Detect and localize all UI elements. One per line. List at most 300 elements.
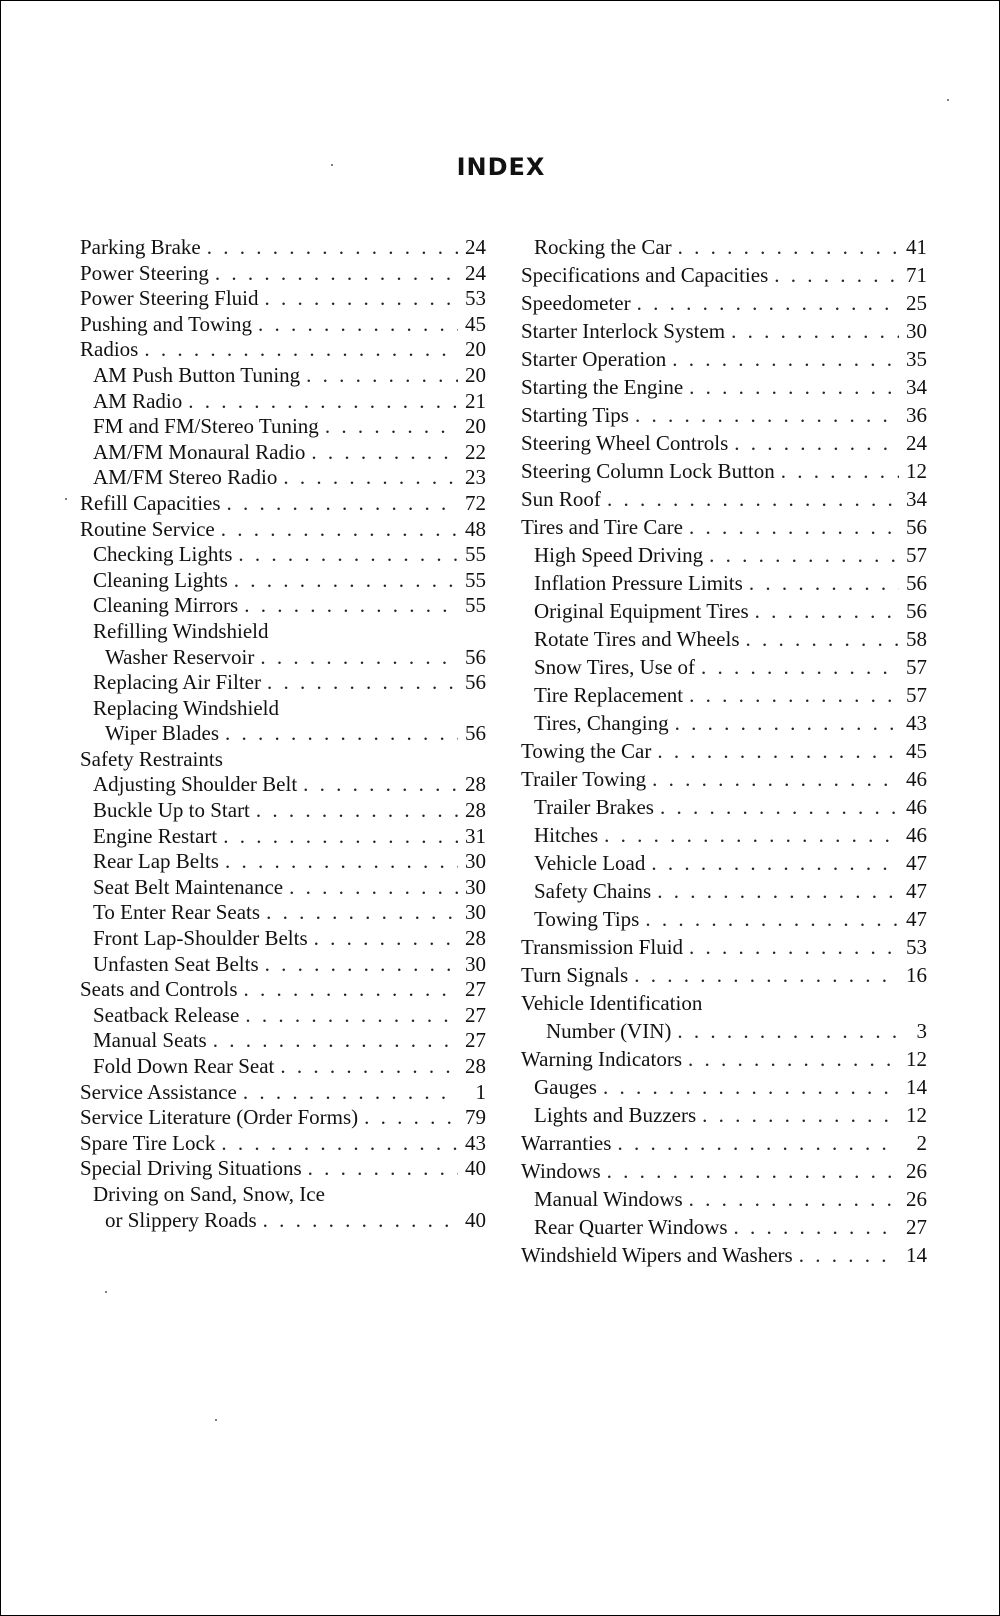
- index-entry-label: Starter Operation: [521, 347, 667, 371]
- index-entry-label: FM and FM/Stereo Tuning: [93, 414, 319, 439]
- index-entry-page: 20: [465, 414, 486, 439]
- index-entry: [80, 337, 486, 363]
- dot-leader: [188, 389, 458, 414]
- index-entry-label: Tires and Tire Care: [521, 515, 683, 539]
- index-entry: [80, 363, 486, 389]
- dot-leader: [734, 1215, 899, 1240]
- index-entry: [521, 1075, 927, 1103]
- index-entry-label: Sun Roof: [521, 487, 601, 511]
- scan-speck: [65, 498, 67, 500]
- index-entry-label: Rocking the Car: [534, 235, 672, 259]
- index-entry-page: 57: [906, 655, 927, 679]
- index-entry-page: 21: [465, 388, 486, 413]
- dot-leader: [645, 907, 899, 932]
- index-entry: [80, 1080, 486, 1106]
- index-entry-page: 20: [465, 362, 486, 387]
- dot-leader: [265, 286, 459, 311]
- index-entry: [521, 1103, 927, 1131]
- index-entry-label: Front Lap-Shoulder Belts: [93, 926, 308, 951]
- index-entry-page: 23: [465, 465, 486, 490]
- index-entry-label: Pushing and Towing: [80, 311, 252, 336]
- index-entry-page: 20: [465, 337, 486, 362]
- index-entry-page: 1: [475, 1079, 486, 1104]
- index-entry: [521, 459, 927, 487]
- index-entry-label: Lights and Buzzers: [534, 1103, 697, 1127]
- index-entry: [80, 593, 486, 619]
- dot-leader: [225, 849, 458, 874]
- index-entry-page: 58: [906, 627, 927, 651]
- dot-leader: [306, 363, 458, 388]
- dot-leader: [652, 767, 899, 792]
- index-entry-label: Rear Lap Belts: [93, 849, 219, 874]
- index-entry-label: Power Steering Fluid: [80, 286, 259, 311]
- index-entry: [521, 1159, 927, 1187]
- dot-leader: [308, 1156, 458, 1181]
- dot-leader: [311, 440, 458, 465]
- index-entry-label: Special Driving Situations: [80, 1156, 302, 1181]
- index-entry-label: Fold Down Rear Seat: [93, 1054, 275, 1078]
- index-entry: [521, 403, 927, 431]
- index-entry-label: or Slippery Roads: [105, 1207, 257, 1232]
- index-entry-page: 12: [906, 1103, 927, 1127]
- index-entry-page: 53: [906, 935, 927, 959]
- index-entry-page: 46: [906, 795, 927, 819]
- dot-leader: [607, 487, 899, 512]
- index-entry-label: Seats and Controls: [80, 977, 238, 1002]
- index-entry: [521, 543, 927, 571]
- dot-leader: [144, 337, 458, 362]
- index-entry-label: Cleaning Lights: [93, 567, 228, 592]
- dot-leader: [660, 795, 899, 820]
- index-entry: [80, 312, 486, 338]
- index-entry-label: Driving on Sand, Snow, Ice: [93, 1181, 325, 1206]
- index-entry-label: Original Equipment Tires: [534, 599, 749, 623]
- index-entry: [521, 1243, 927, 1271]
- index-entry-page: 56: [906, 599, 927, 623]
- index-entry-label: Replacing Windshield: [93, 695, 279, 720]
- index-entry-label: Manual Seats: [93, 1028, 207, 1053]
- index-entry-page: 30: [465, 874, 486, 899]
- index-entry: [521, 963, 927, 991]
- dot-leader: [749, 571, 899, 596]
- index-entry: [521, 347, 927, 375]
- index-entry-page: 43: [465, 1130, 486, 1155]
- scan-speck: [331, 164, 333, 166]
- index-entry-page: 2: [916, 1131, 927, 1155]
- index-entry: [521, 1131, 927, 1159]
- index-entry: [80, 1131, 486, 1157]
- index-entry-page: 30: [465, 849, 486, 874]
- index-entry-page: 47: [906, 851, 927, 875]
- index-entry-page: 22: [465, 439, 486, 464]
- index-entry: [80, 875, 486, 901]
- index-entry: [80, 926, 486, 952]
- index-entry: [521, 263, 927, 291]
- dot-leader: [243, 1080, 458, 1105]
- index-entry-page: 56: [465, 721, 486, 746]
- index-entry-label: Steering Column Lock Button: [521, 459, 775, 483]
- index-entry-page: 30: [465, 951, 486, 976]
- index-entry-label: Rotate Tires and Wheels: [534, 627, 740, 651]
- index-entry: [521, 655, 927, 683]
- scan-speck: [105, 1291, 107, 1293]
- dot-leader: [244, 977, 459, 1002]
- index-entry-page: 28: [465, 772, 486, 797]
- index-entry-label: Vehicle Identification: [521, 991, 703, 1015]
- index-entry-label: AM Radio: [93, 388, 183, 413]
- index-entry-page: 45: [465, 311, 486, 336]
- index-entry-page: 56: [465, 644, 486, 669]
- dot-leader: [774, 263, 899, 288]
- index-entry: [80, 286, 486, 312]
- dot-leader: [245, 1003, 458, 1028]
- dot-leader: [256, 798, 458, 823]
- index-entry-page: 34: [906, 487, 927, 511]
- dot-leader: [617, 1131, 899, 1156]
- index-entry-page: 57: [906, 543, 927, 567]
- index-entry-label: Gauges: [534, 1075, 597, 1099]
- index-entry-label: Snow Tires, Use of: [534, 655, 696, 679]
- index-entry-label: Safety Chains: [534, 879, 652, 903]
- index-entry-page: 30: [465, 900, 486, 925]
- index-entry-label: Speedometer: [521, 291, 631, 315]
- index-entry: [521, 375, 927, 403]
- index-entry: [80, 798, 486, 824]
- index-entry: [80, 568, 486, 594]
- index-entry-label: Service Literature (Order Forms): [80, 1105, 359, 1130]
- dot-leader: [657, 879, 899, 904]
- index-entry-label: Number (VIN): [546, 1019, 672, 1043]
- index-entry: [80, 235, 486, 261]
- index-entry: [521, 907, 927, 935]
- index-entry-label: Safety Restraints: [80, 746, 223, 771]
- index-entry-page: 46: [906, 767, 927, 791]
- index-entry-page: 48: [465, 516, 486, 541]
- dot-leader: [689, 935, 899, 960]
- index-entry: [80, 747, 486, 773]
- dot-leader: [657, 739, 899, 764]
- index-entry-page: 12: [906, 459, 927, 483]
- index-entry: [80, 440, 486, 466]
- index-entry: [521, 599, 927, 627]
- index-entry-label: Spare Tire Lock: [80, 1130, 216, 1155]
- index-entry-page: 26: [906, 1159, 927, 1183]
- index-entry-page: 56: [906, 515, 927, 539]
- index-entry: [80, 1003, 486, 1029]
- dot-leader: [746, 627, 899, 652]
- index-entry-page: 3: [916, 1019, 927, 1043]
- dot-leader: [678, 235, 899, 260]
- dot-leader: [238, 542, 458, 567]
- index-entry-label: Towing Tips: [534, 907, 640, 931]
- index-column-left: [80, 235, 486, 1233]
- index-entry: [80, 977, 486, 1003]
- index-entry-page: 24: [465, 235, 486, 259]
- dot-leader: [637, 291, 899, 316]
- index-entry-page: 35: [906, 347, 927, 371]
- index-entry-page: 14: [906, 1243, 927, 1267]
- index-entry-page: 14: [906, 1075, 927, 1099]
- index-entry-page: 28: [465, 1054, 486, 1078]
- index-entry: [521, 431, 927, 459]
- dot-leader: [266, 900, 458, 925]
- index-entry-page: 46: [906, 823, 927, 847]
- index-entry-page: 56: [906, 571, 927, 595]
- page-title: INDEX: [456, 153, 546, 181]
- dot-leader: [303, 772, 458, 797]
- dot-leader: [634, 963, 899, 988]
- index-entry: [521, 991, 927, 1019]
- index-entry: [521, 823, 927, 851]
- dot-leader: [604, 823, 899, 848]
- index-entry-page: 27: [906, 1215, 927, 1239]
- index-entry-page: 55: [465, 567, 486, 592]
- dot-leader: [731, 319, 899, 344]
- scan-speck: [215, 1419, 217, 1421]
- index-entry: [80, 645, 486, 671]
- index-entry: [80, 824, 486, 850]
- dot-leader: [675, 711, 899, 736]
- index-entry-label: Engine Restart: [93, 823, 218, 848]
- index-entry-label: Adjusting Shoulder Belt: [93, 772, 298, 797]
- index-entry-label: Inflation Pressure Limits: [534, 571, 743, 595]
- index-entry-page: 56: [465, 670, 486, 695]
- index-entry: [80, 900, 486, 926]
- index-entry-page: 45: [906, 739, 927, 763]
- index-entry-page: 55: [465, 593, 486, 618]
- index-entry-label: Wiper Blades: [105, 721, 220, 746]
- index-entry-label: Replacing Air Filter: [93, 670, 261, 695]
- index-entry-page: 34: [906, 375, 927, 399]
- index-entry: [521, 291, 927, 319]
- dot-leader: [607, 1159, 899, 1184]
- index-entry-page: 30: [906, 319, 927, 343]
- index-entry-label: AM/FM Monaural Radio: [93, 439, 306, 464]
- dot-leader: [221, 1131, 458, 1156]
- index-entry: [521, 235, 927, 263]
- dot-leader: [603, 1075, 899, 1100]
- index-entry: [521, 1047, 927, 1075]
- index-entry: [80, 1054, 486, 1080]
- index-entry-label: Parking Brake: [80, 235, 201, 259]
- index-entry-label: Manual Windows: [534, 1187, 683, 1211]
- index-entry: [521, 851, 927, 879]
- index-entry-page: 28: [465, 798, 486, 823]
- dot-leader: [223, 824, 458, 849]
- index-entry-label: Tire Replacement: [534, 683, 684, 707]
- index-entry: [80, 1028, 486, 1054]
- index-entry: [521, 935, 927, 963]
- index-entry: [80, 772, 486, 798]
- index-entry-label: Turn Signals: [521, 963, 629, 987]
- index-entry: [80, 1182, 486, 1208]
- dot-leader: [325, 414, 458, 439]
- dot-leader: [225, 721, 458, 746]
- index-entry-label: Buckle Up to Start: [93, 798, 250, 823]
- dot-leader: [289, 875, 458, 900]
- index-entry: [521, 1215, 927, 1243]
- index-entry-page: 27: [465, 1028, 486, 1053]
- scan-speck: [947, 99, 949, 101]
- index-entry-page: 55: [465, 542, 486, 567]
- index-entry-page: 79: [465, 1105, 486, 1130]
- dot-leader: [677, 1019, 899, 1044]
- index-entry-label: Seat Belt Maintenance: [93, 874, 284, 899]
- index-entry-label: Checking Lights: [93, 542, 233, 567]
- index-entry-label: Rear Quarter Windows: [534, 1215, 728, 1239]
- index-entry: [80, 542, 486, 568]
- index-entry-label: Seatback Release: [93, 1002, 240, 1027]
- dot-leader: [314, 926, 458, 951]
- dot-leader: [265, 952, 458, 977]
- dot-leader: [215, 261, 458, 286]
- dot-leader: [672, 347, 899, 372]
- index-entry-label: Refill Capacities: [80, 490, 221, 515]
- index-entry-page: 53: [465, 286, 486, 311]
- index-entry-label: High Speed Driving: [534, 543, 704, 567]
- dot-leader: [688, 1047, 899, 1072]
- index-entry-page: 31: [465, 823, 486, 848]
- dot-leader: [267, 670, 458, 695]
- dot-leader: [689, 515, 899, 540]
- dot-leader: [709, 543, 899, 568]
- index-entry: [80, 619, 486, 645]
- index-entry-label: Cleaning Mirrors: [93, 593, 239, 618]
- index-entry-label: Power Steering: [80, 260, 209, 285]
- index-entry: [521, 319, 927, 347]
- index-entry-page: 25: [906, 291, 927, 315]
- dot-leader: [283, 465, 458, 490]
- dot-leader: [755, 599, 899, 624]
- dot-leader: [635, 403, 899, 428]
- index-entry-page: 26: [906, 1187, 927, 1211]
- index-entry-label: Transmission Fluid: [521, 935, 684, 959]
- index-entry-label: Vehicle Load: [534, 851, 646, 875]
- dot-leader: [207, 235, 458, 260]
- index-entry: [521, 487, 927, 515]
- index-entry: [521, 627, 927, 655]
- index-entry: [521, 571, 927, 599]
- dot-leader: [213, 1028, 458, 1053]
- index-entry-page: 16: [906, 963, 927, 987]
- index-entry: [521, 683, 927, 711]
- index-entry: [80, 517, 486, 543]
- index-entry-page: 40: [465, 1156, 486, 1181]
- index-entry-label: Service Assistance: [80, 1079, 237, 1104]
- index-entry-label: AM/FM Stereo Radio: [93, 465, 278, 490]
- index-column-right: [521, 235, 927, 1271]
- index-entry-label: Steering Wheel Controls: [521, 431, 729, 455]
- index-entry: [521, 1019, 927, 1047]
- dot-leader: [280, 1054, 458, 1079]
- index-entry-page: 43: [906, 711, 927, 735]
- index-entry-page: 12: [906, 1047, 927, 1071]
- dot-leader: [227, 491, 458, 516]
- index-entry: [521, 739, 927, 767]
- dot-leader: [260, 645, 458, 670]
- index-entry-label: AM Push Button Tuning: [93, 362, 301, 387]
- dot-leader: [263, 1208, 458, 1233]
- dot-leader: [651, 851, 899, 876]
- index-entry-label: Trailer Brakes: [534, 795, 654, 819]
- index-entry: [521, 767, 927, 795]
- index-entry: [80, 389, 486, 415]
- index-entry: [80, 696, 486, 722]
- index-entry-label: Unfasten Seat Belts: [93, 951, 259, 976]
- index-entry-label: Starting Tips: [521, 403, 629, 427]
- index-entry: [80, 670, 486, 696]
- dot-leader: [701, 655, 899, 680]
- dot-leader: [689, 683, 899, 708]
- dot-leader: [689, 1187, 899, 1212]
- index-entry-label: Starting the Engine: [521, 375, 684, 399]
- index-entry-label: Radios: [80, 337, 139, 362]
- index-entry: [80, 1105, 486, 1131]
- index-entry: [521, 1187, 927, 1215]
- index-entry-page: 24: [906, 431, 927, 455]
- index-entry: [80, 1156, 486, 1182]
- index-entry-page: 47: [906, 879, 927, 903]
- index-entry-page: 57: [906, 683, 927, 707]
- index-entry: [80, 465, 486, 491]
- index-entry-label: Routine Service: [80, 516, 215, 541]
- index-entry-label: To Enter Rear Seats: [93, 900, 261, 925]
- index-entry-page: 40: [465, 1207, 486, 1232]
- index-entry: [521, 711, 927, 739]
- index-entry-page: 27: [465, 1002, 486, 1027]
- index-entry-page: 24: [465, 260, 486, 285]
- index-entry-label: Starter Interlock System: [521, 319, 726, 343]
- dot-leader: [258, 312, 458, 337]
- index-entry-label: Washer Reservoir: [105, 644, 255, 669]
- index-entry-page: 28: [465, 926, 486, 951]
- index-entry-label: Towing the Car: [521, 739, 652, 763]
- index-entry: [80, 491, 486, 517]
- dot-leader: [221, 517, 458, 542]
- index-entry: [80, 261, 486, 287]
- index-entry-page: 47: [906, 907, 927, 931]
- index-entry: [521, 879, 927, 907]
- index-entry-label: Warning Indicators: [521, 1047, 683, 1071]
- index-entry-label: Trailer Towing: [521, 767, 647, 791]
- index-entry-page: 72: [465, 490, 486, 515]
- index-entry-page: 41: [906, 235, 927, 259]
- index-entry-page: 27: [465, 977, 486, 1002]
- index-entry-page: 71: [906, 263, 927, 287]
- index-entry-label: Windows: [521, 1159, 601, 1183]
- dot-leader: [799, 1243, 899, 1268]
- dot-leader: [244, 593, 458, 618]
- index-entry-label: Windshield Wipers and Washers: [521, 1243, 793, 1267]
- dot-leader: [689, 375, 899, 400]
- index-entry-label: Tires, Changing: [534, 711, 669, 735]
- dot-leader: [734, 431, 899, 456]
- index-entry-label: Specifications and Capacities: [521, 263, 769, 287]
- index-entry: [521, 795, 927, 823]
- index-entry: [521, 515, 927, 543]
- index-entry: [80, 414, 486, 440]
- index-entry-label: Warranties: [521, 1131, 612, 1155]
- index-entry: [80, 849, 486, 875]
- index-entry: [80, 952, 486, 978]
- index-entry: [80, 721, 486, 747]
- index-entry: [80, 1208, 486, 1234]
- dot-leader: [781, 459, 899, 484]
- index-entry-label: Hitches: [534, 823, 599, 847]
- index-entry-label: Refilling Windshield: [93, 618, 269, 643]
- dot-leader: [364, 1105, 458, 1130]
- index-entry-page: 36: [906, 403, 927, 427]
